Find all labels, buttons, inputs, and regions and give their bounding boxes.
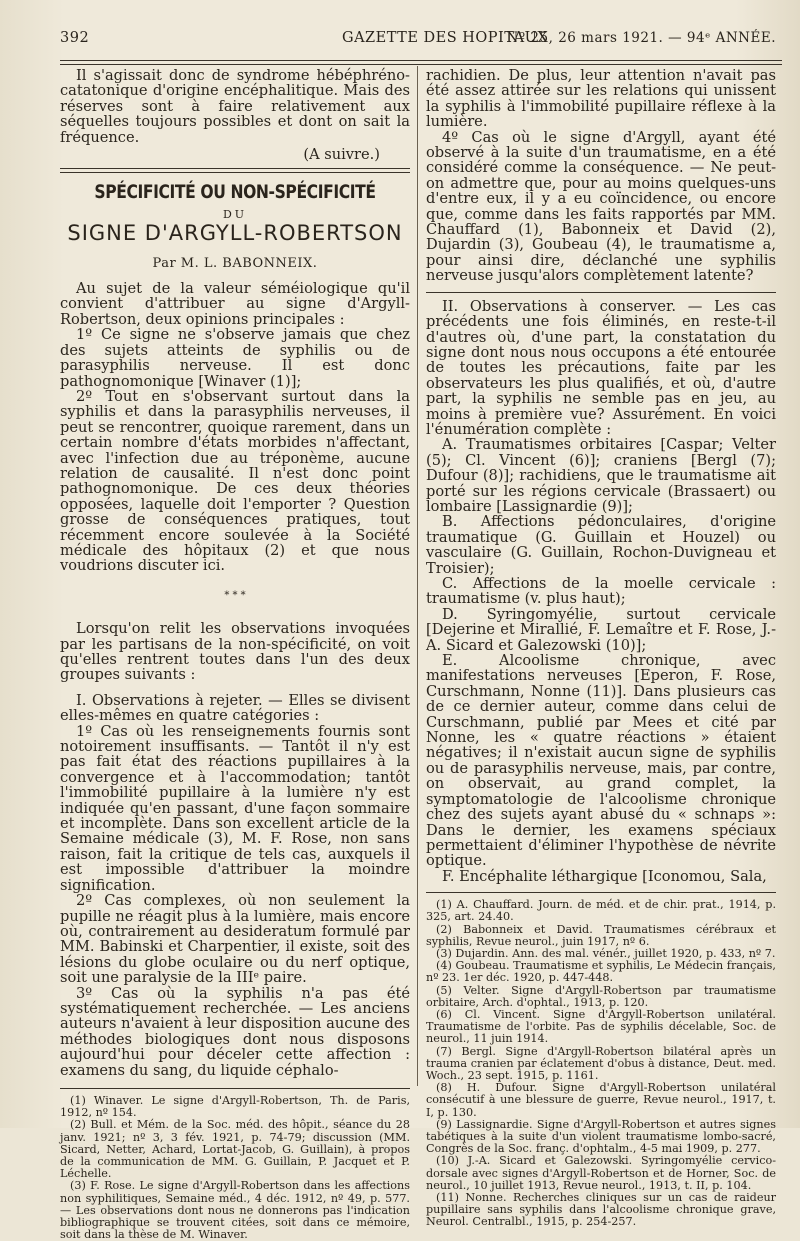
footnote: (6) Cl. Vincent. Signe d'Argyll-Robertson unilatéral. Traumatisme de l'orbite. Pas de syphilis décelable, Soc. de neurol., 11 juin 1914. <box>426 1007 776 1046</box>
right-column <box>426 68 776 1229</box>
section-stars: * * * <box>224 589 246 601</box>
paragraph: 2º Cas complexes, où non seulement la pupille ne réagit plus à la lumière, mais encore où, contrairement au desideratum formulé par MM. Babinski et Charpentier, il existe, soit des lésions du globe oculaire ou du nerf optique, soit une paralysie de la IIIᵉ paire. <box>60 892 410 987</box>
paragraph: 3º Cas où la syphilis n'a pas été systématiquement recherchée. — Les anciens auteurs n'avaient à leur disposition aucune des méthodes biologiques dont nous disposons aujourd'hui pour déceler cette affection : examens du sang, du liquide céphalo- <box>60 984 410 1079</box>
footnote: (11) Nonne. Recherches cliniques sur un cas de raideur pupillaire sans syphilis dans l'alcoolisme chronique grave, Neurol. Centralbl., 1915, p. 254-257. <box>426 1191 776 1229</box>
footnote: (10) J.-A. Sicard et Galezowski. Syringomyélie cervico-dorsale avec signes d'Argyll-Robertson et de Horner, Soc. de neurol., 10 juillet 1913, Revue neurol., 1913, t. II, p. 104. <box>426 1154 776 1192</box>
left-footnotes <box>60 1095 410 1241</box>
byline: Par M. L. BABONNEIX. <box>152 255 318 271</box>
paragraph: 4º Cas où le signe d'Argyll, ayant été observé à la suite d'un traumatisme, en a été considéré comme la conséquence. — Ne peut-on admettre que, pour au moins quelques-uns d'entre eux, il y a eu coïncidence, ou encore que, comme dans les faits rapportés par MM. Chauffard (1), Babonneix et David (2), Dujardin (3), Goubeau (4), le traumatisme a, pour ainsi dire, déclanché une syphilis nerveuse jusqu'alors complètement latente? <box>426 128 776 285</box>
footnote: (2) Babonneix et David. Traumatismes cérébraux et syphilis, Revue neurol., juin 1917, nº 6. <box>426 922 776 948</box>
paragraph: I. Observations à rejeter. — Elles se divisent elles-mêmes en quatre catégories : <box>60 691 410 725</box>
right-footnotes <box>426 899 776 1228</box>
footnote: (4) Goubeau. Traumatisme et syphilis, Le Médecin français, nº 23. 1er déc. 1920, p. 447-448. <box>426 959 776 985</box>
footnote: (3) F. Rose. Le signe d'Argyll-Robertson dans les affections non syphilitiques, Semaine méd., 4 déc. 1912, nº 49, p. 577. — Les observations dont nous ne donnerons pas l'indication bibliographique se trouvent citées, soit dans ce mémoire, soit dans la thèse de M. Winaver. <box>60 1179 410 1241</box>
paragraph: 2º Tout en s'observant surtout dans la syphilis et dans la parasyphilis nerveuses, il peut se rencontrer, quoique rarement, dans un certain nombre d'états morbides n'affectant, avec l'infection due au tréponème, aucune relation de causalité. Il n'est donc point pathognomonique. De ces deux théories opposées, laquelle doit l'emporter ? Question grosse de conséquences pratiques, tout récemment encore soulevée à la Société médicale des hôpitaux (2) et que nous voudrions discuter ici. <box>60 387 410 575</box>
to-be-continued: (A suivre.) <box>303 146 380 164</box>
page-header <box>60 26 786 56</box>
footnote-rule <box>426 892 776 893</box>
footnote: (8) H. Dufour. Signe d'Argyll-Robertson unilatéral consécutif à une blessure de guerre, Revue neurol., 1917, t. I, p. 130. <box>426 1081 776 1119</box>
article-title-du: DU <box>222 207 248 221</box>
intro-paragraph: Il s'agissait donc de syndrome hébéphréno-catatonique d'origine encéphalitique. Mais des réserves sont à faire relativement aux séquelles toujours possibles et dont on sait la fréquence. <box>60 67 410 146</box>
article-title-line2: SIGNE D'ARGYLL-ROBERTSON <box>67 221 403 246</box>
paragraph: II. Observations à conserver. — Les cas précédents une fois éliminés, en reste-t-il d'autres où, d'une part, la constatation du signe dont nous nous occupons a été entourée de toutes les précautions, faite par les observateurs les plus qualifiés, et où, d'autre part, la syphilis ne semble pas en jeu, au moins à première vue? Assurément. En voici l'énumération complète : <box>426 297 776 438</box>
footnote: (3) Dujardin. Ann. des mal. vénér., juillet 1920, p. 433, nº 7. <box>436 946 776 960</box>
journal-title: GAZETTE DES HOPITAUX <box>342 30 549 46</box>
paragraph: F. Encéphalite léthargique [Iconomou, Sala, <box>442 867 767 885</box>
paragraph: C. Affections de la moelle cervicale : traumatisme (v. plus haut); <box>426 575 776 608</box>
paragraph: rachidien. De plus, leur attention n'avait pas été assez attirée sur les relations qui unissent la syphilis à l'immobilité pupillaire réflexe à la lumière. <box>426 67 776 131</box>
paragraph: Au sujet de la valeur séméiologique qu'il convient d'attribuer au signe d'Argyll-Robertson, deux opinions principales : <box>60 280 410 328</box>
issue-info: Nº 25, 26 mars 1921. — 94ᵉ ANNÉE. <box>506 30 776 46</box>
footnote-rule <box>60 1088 410 1089</box>
footnote: (2) Bull. et Mém. de la Soc. méd. des hôpit., séance du 28 janv. 1921; nº 3, 3 fév. 1921, p. 74-79; discussion (MM. Sicard, Netter, Achard, Lortat-Jacob, G. Guillain), à propos de la communication de MM. G. Guillain, P. Jacquet et P. Léchelle. <box>60 1118 410 1181</box>
paragraph: Lorsqu'on relit les observations invoquées par les partisans de la non-spécificité, on voit qu'elles rentrent toutes dans l'un des deux groupes suivants : <box>60 620 410 684</box>
article-title-line1: SPÉCIFICITÉ OU NON-SPÉCIFICITÉ <box>94 181 376 204</box>
footnote: (7) Bergl. Signe d'Argyll-Robertson bilatéral après un trauma cranien par éclatement d'obus à distance, Deut. med. Woch., 23 sept. 1915, p. 1161. <box>426 1044 776 1082</box>
paragraph: A. Traumatismes orbitaires [Caspar; Velter (5); Cl. Vincent (6)]; craniens [Bergl (7); Dufour (8)]; rachidiens, que le traumatisme ait porté sur les régions cervicale (Brassaert) ou lombaire [Lassignardie (9)]; <box>426 436 776 515</box>
page-number: 392 <box>60 30 90 46</box>
paragraph: B. Affections pédonculaires, d'origine traumatique (G. Guillain et Houzel) ou vasculaire (G. Guillain, Rochon-Duvigneau et Troisier); <box>426 513 776 577</box>
footnote: (5) Velter. Signe d'Argyll-Robertson par traumatisme orbitaire, Arch. d'ophtal., 1913, p. 120. <box>426 983 776 1009</box>
paragraph: E. Alcoolisme chronique, avec manifestations nerveuses [Eperon, F. Rose, Curschmann, Nonne (11)]. Dans plusieurs cas de ce dernier auteur, comme dans celui de Curschmann, publié par Mees et cité par Nonne, les « quatre réactions » étaient négatives; il n'existait aucun signe de syphilis ou de parasyphilis nerveuse, mais, par contre, on observait, au grand complet, la symptomatologie de l'alcoolisme chronique chez des sujets ayant abusé du « schnaps »: Dans le dernier, les examens spéciaux permettaient d'éliminer l'hypothèse de névrite optique. <box>426 652 776 870</box>
left-column <box>60 68 410 1241</box>
column-divider <box>417 66 418 1086</box>
footnote: (1) Winaver. Le signe d'Argyll-Robertson, Th. de Paris, 1912, nº 154. <box>60 1093 410 1120</box>
paragraph: D. Syringomyélie, surtout cervicale [Dejerine et Mirallié, F. Lemaître et F. Rose, J.-A. Sicard et Galezowski (10)]; <box>426 605 776 654</box>
section-rule <box>426 292 776 293</box>
article-separator <box>60 168 410 173</box>
header-rule <box>60 60 782 65</box>
paragraph: 1º Cas où les renseignements fournis sont notoirement insuffisants. — Tantôt il n'y est pas fait état des réactions pupillaires à la convergence et à l'accommodation; tantôt l'immobilité pupillaire à la lumière n'y est indiquée qu'en passant, d'une façon sommaire et incomplète. Dans son excellent article de la Semaine médicale (3), M. F. Rose, non sans raison, fait la critique de tels cas, auxquels il est impossible d'attribuer la moindre signification. <box>60 722 410 894</box>
footnote: (9) Lassignardie. Signe d'Argyll-Robertson et autres signes tabétiques à la suite d'un violent traumatisme lombo-sacré, Congrès de la Soc. franç. d'ophtalm., 4-5 mai 1909, p. 277. <box>426 1117 776 1156</box>
paragraph: 1º Ce signe ne s'observe jamais que chez des sujets atteints de syphilis ou de parasyphilis nerveuse. Il est donc pathognomonique [Winaver (1)]; <box>60 326 410 390</box>
footnote: (1) A. Chauffard. Journ. de méd. et de chir. prat., 1914, p. 325, art. 24.40. <box>426 898 776 924</box>
